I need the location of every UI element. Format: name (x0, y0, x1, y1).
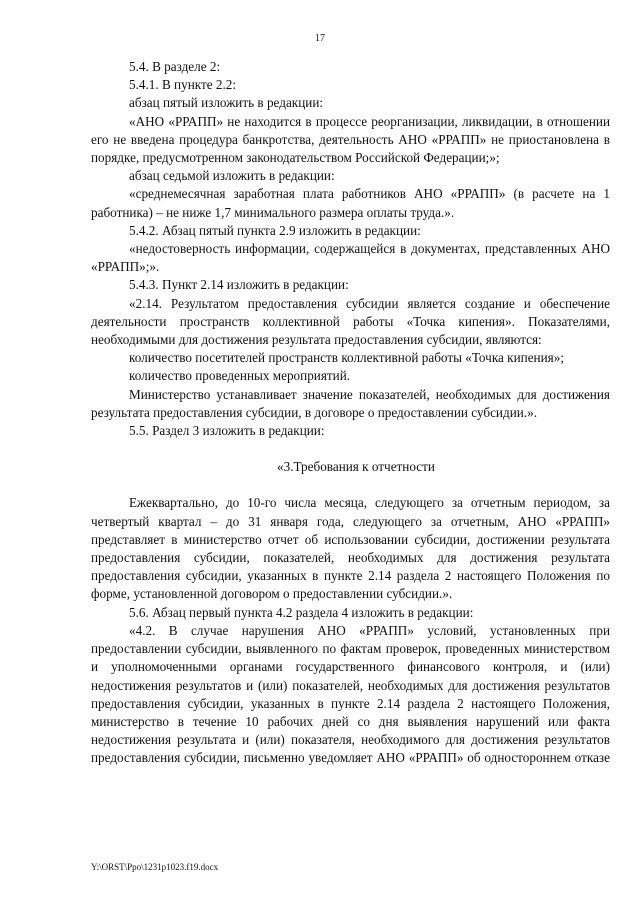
paragraph: 5.6. Абзац первый пункта 4.2 раздела 4 изложить в редакции: (129, 604, 474, 620)
paragraph: абзац седьмой изложить в редакции: (129, 168, 335, 184)
paragraph: «среднемесячная заработная плата работников АНО «РРАПП» (в расчете на 1 работника) – не ниже 1,7 минимального размера оплаты труда.». (91, 186, 610, 220)
paragraph: количество посетителей пространств коллективной работы «Точка кипения»; (129, 350, 564, 366)
paragraph: «АНО «РРАПП» не находится в процессе реорганизации, ликвидации, в отношении его не введена процедура банкротства, деятельность АНО «РРАПП» не приостановлена в порядке, предусмотренном законодательством Российской Федерации;»; (91, 113, 610, 166)
section-heading: «3.Требования к отчетности (277, 459, 435, 475)
paragraph: «4.2. В случае нарушения АНО «РРАПП» условий, установленных при предоставлении субсидии, выявленного по фактам проверок, проведенных министерством и уполномоченными органами государственного финансового контроля, и (или) недостижения результатов и (или) показателей, необходимых для достижения результатов предоставления субсидии, указанных в пункте 2.14 раздела 2 настоящего Положения, министерство в течение 10 рабочих дней со дня выявления нарушений или факта недостижения результата и (или) показателя, необходимого для достижения результатов предоставления субсидии, письменно уведомляет АНО «РРАПП» об одностороннем отказе (91, 622, 610, 766)
paragraph: 5.4.3. Пункт 2.14 изложить в редакции: (129, 277, 349, 293)
paragraph: «2.14. Результатом предоставления субсидии является создание и обеспечение деятельности пространств коллективной работы «Точка кипения». Показателями, необходимыми для достижения результата предоставления субсидии, являются: (91, 295, 610, 348)
paragraph: 5.4.1. В пункте 2.2: (129, 77, 237, 93)
paragraph: Министерство устанавливает значение показателей, необходимых для достижения результата предоставления субсидии, в договоре о предоставлении субсидии.». (91, 386, 610, 420)
paragraph: абзац пятый изложить в редакции: (129, 95, 324, 111)
paragraph: количество проведенных мероприятий. (129, 368, 351, 384)
paragraph: «недостоверность информации, содержащейся в документах, представленных АНО «РРАПП»;». (91, 241, 610, 275)
paragraph: Ежеквартально, до 10-го числа месяца, следующего за отчетным периодом, за четвертый квартал – до 31 января года, следующего за отчетным, АНО «РРАПП» представляет в министерство отчет об использовании субсидии, достижении результата предоставления субсидии, показателей, необходимых для достижения результата предоставления субсидии, указанных в пункте 2.14 раздела 2 настоящего Положения по форме, установленной договором о предоставлении субсидии.». (91, 495, 610, 602)
paragraph: 5.5. Раздел 3 изложить в редакции: (129, 423, 325, 439)
page-number: 17 (315, 33, 325, 44)
document-body (91, 58, 610, 768)
paragraph: 5.4.2. Абзац пятый пункта 2.9 изложить в редакции: (129, 222, 421, 238)
paragraph: 5.4. В разделе 2: (129, 59, 221, 74)
footer-file-path: Y:\ORST\Ppo\1231p1023.f19.docx (91, 862, 219, 872)
